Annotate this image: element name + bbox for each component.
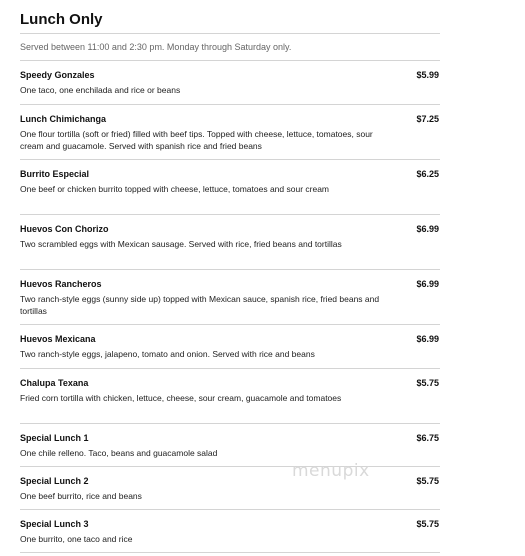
menu-item	[20, 215, 440, 270]
menu-item	[20, 270, 440, 325]
menu-item-description: One beef or chicken burrito topped with cheese, lettuce, tomatoes and sour cream	[20, 184, 330, 194]
menu-item-price: $6.75	[416, 433, 439, 443]
menu-item-description: Two scrambled eggs with Mexican sausage. Served with rice, fried beans and tortillas	[20, 239, 342, 249]
menu-item	[20, 105, 440, 160]
menu-item-description: One chile relleno. Taco, beans and guacamole salad	[20, 448, 218, 458]
menu-item-name: Special Lunch 2	[20, 476, 89, 486]
menu-item	[20, 467, 440, 510]
menu-item-description: One beef burrito, rice and beans	[20, 491, 142, 501]
menu-item-name: Huevos Mexicana	[20, 334, 96, 344]
menu-item	[20, 325, 440, 369]
menu-item-description: One flour tortilla (soft or fried) filled with beef tips. Topped with cheese, lettuce, tomatoes, sour cream and guacamole. Served with spanish rice and fried beans	[20, 129, 373, 151]
menu-item-name: Chalupa Texana	[20, 378, 89, 388]
menu-item-description: Two ranch-style eggs, jalapeno, tomato and onion. Served with rice and beans	[20, 349, 315, 359]
menu-item-price: $5.75	[416, 378, 439, 388]
menu-item	[20, 510, 440, 553]
menu-item-name: Special Lunch 3	[20, 519, 89, 529]
menu-item-name: Burrito Especial	[20, 169, 90, 179]
menu-item-price: $6.99	[416, 224, 439, 234]
menu-item-description: Fried corn tortilla with chicken, lettuce, cheese, sour cream, guacamole and tomatoes	[20, 393, 342, 403]
menu-item-name: Speedy Gonzales	[20, 70, 95, 80]
menu-item-price: $7.25	[416, 114, 439, 124]
menu-item-price: $6.25	[416, 169, 439, 179]
menu-item-description: Two ranch-style eggs (sunny side up) topped with Mexican sauce, spanish rice, fried beans and tortillas	[20, 294, 380, 316]
menu-item	[20, 160, 440, 215]
menu-item-name: Huevos Con Chorizo	[20, 224, 109, 234]
menu-item-price: $5.75	[416, 476, 439, 486]
menu-item-description: One taco, one enchilada and rice or beans	[20, 85, 181, 95]
menupix-watermark: menupix	[292, 461, 370, 481]
section-subtitle: Served between 11:00 and 2:30 pm. Monday through Saturday only.	[20, 34, 440, 61]
menu-item-name: Huevos Rancheros	[20, 279, 102, 289]
menu-item	[20, 424, 440, 467]
menu-item-price: $5.75	[416, 519, 439, 529]
menu-item-price: $6.99	[416, 334, 439, 344]
menu-item-price: $5.99	[416, 70, 439, 80]
menu-item-name: Special Lunch 1	[20, 433, 89, 443]
menu-section	[20, 0, 440, 553]
section-title: Lunch Only	[20, 10, 440, 34]
menu-item-name: Lunch Chimichanga	[20, 114, 107, 124]
menu-item	[20, 369, 440, 424]
menu-item	[20, 61, 440, 105]
menu-item-description: One burrito, one taco and rice	[20, 534, 133, 544]
menu-item-price: $6.99	[416, 279, 439, 289]
